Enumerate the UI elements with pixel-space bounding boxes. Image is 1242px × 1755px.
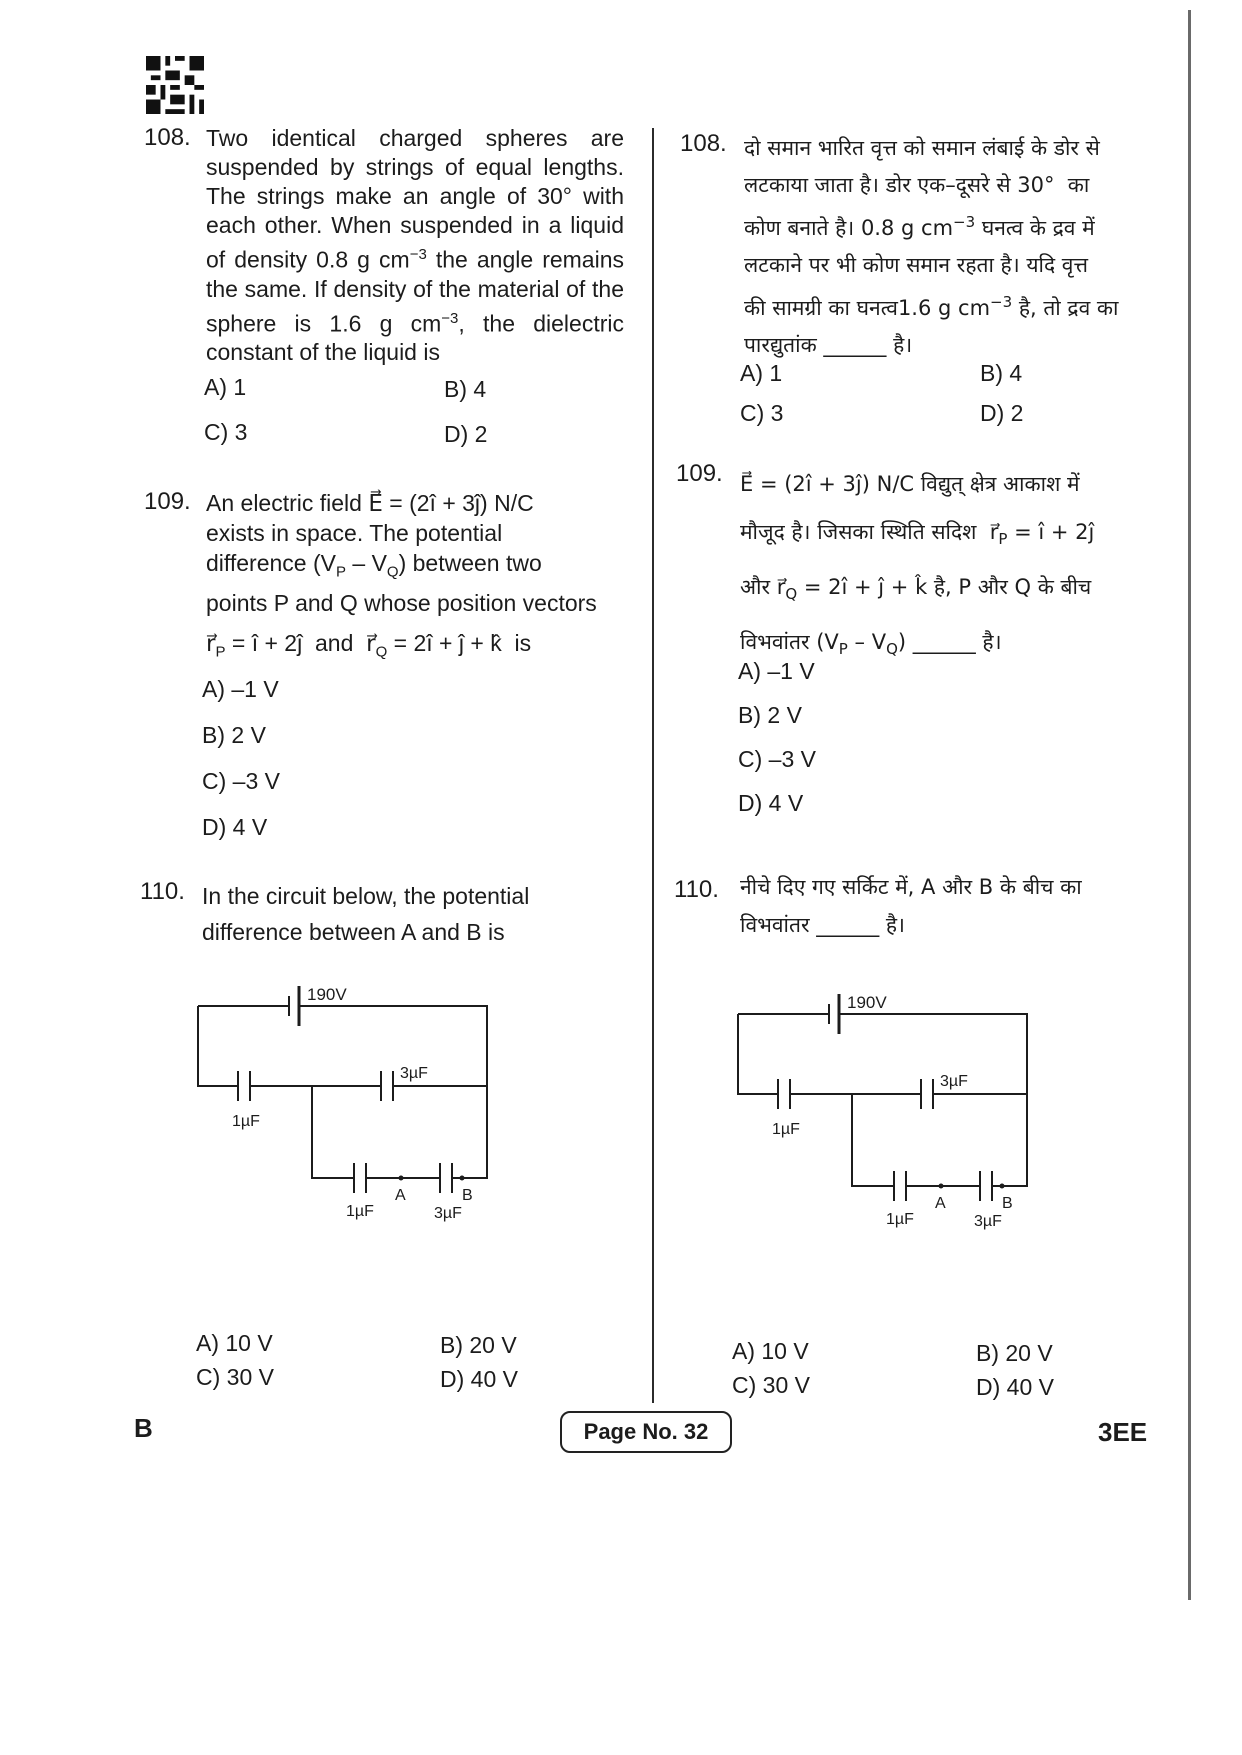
- question-text: An electric field E⃗ = (2î + 3ĵ) N/C exists in space. The potential difference $(V_P - V_Q)$ between two points P and Q whose position vectors $r⃗_P$ = î + 2ĵ and $r⃗_Q$ = 2î + ĵ + k̂ is: [206, 490, 597, 661]
- option-b[interactable]: B) 20 V: [976, 1340, 1053, 1366]
- cap-label: 3µF: [400, 1065, 428, 1082]
- option-d[interactable]: D) 40 V: [440, 1366, 518, 1392]
- hindi-column: [674, 128, 1170, 1408]
- question-number: 109.: [144, 488, 191, 515]
- question-number: 110.: [674, 876, 719, 903]
- node-a-label: A: [395, 1187, 406, 1204]
- battery-label: 190V: [847, 993, 887, 1012]
- cap-label: 3µF: [434, 1205, 462, 1222]
- booklet-series: B: [134, 1413, 153, 1443]
- option-a[interactable]: A) –1 V: [738, 658, 815, 684]
- option-a[interactable]: A) 10 V: [732, 1338, 809, 1364]
- option-b[interactable]: B) 2 V: [202, 722, 266, 748]
- option-c[interactable]: C) 30 V: [732, 1372, 810, 1398]
- question-text: दो समान भारित वृत्त को समान लंबाई के डोर से लटकाया जाता है। डोर एक–दूसरे से 30° का कोण बनाते है। 0.8 g $cm^{-3}$ घनत्व के द्रव में लटकाने पर भी कोण समान रहता है। यदि वृत्त की सामग्री का घनत्व1.6 g $cm^{-3}$ है, तो द्रव का पारद्युतांक ______ है।: [744, 136, 1119, 357]
- cap-label: 1µF: [886, 1211, 914, 1228]
- option-a[interactable]: A) 10 V: [196, 1330, 273, 1356]
- question-number: 110.: [140, 878, 185, 905]
- question-number: 109.: [676, 460, 723, 487]
- cap-label: 1µF: [232, 1113, 260, 1130]
- column-divider: [652, 128, 654, 1403]
- question-text: In the circuit below, the potential difference between A and B is: [202, 883, 530, 945]
- option-a[interactable]: A) –1 V: [202, 676, 279, 702]
- page-number-box: Page No. 32: [560, 1411, 732, 1453]
- option-d[interactable]: D) 2: [980, 400, 1024, 426]
- battery-label: 190V: [307, 985, 347, 1004]
- option-d[interactable]: D) 40 V: [976, 1374, 1054, 1400]
- question-text: E⃗ = (2î + 3ĵ) N/C विद्युत् क्षेत्र आकाश में मौजूद है। जिसका स्थिति सदिश $r⃗_P$ = î + 2ĵ और $r⃗_Q$ = 2î + ĵ + k̂ है, P और Q के बीच विभवांतर $(V_P - V_Q)$ ______ है।: [740, 472, 1095, 659]
- page-edge-line: [1188, 10, 1191, 1600]
- cap-label: 3µF: [940, 1073, 968, 1090]
- question-text: Two identical charged spheres are suspended by strings of equal lengths. The strings make an angle of 30° with each other. When suspended in a liquid of density 0.8 g $cm^{-3}$ the angle remains the same. If density of the material of the sphere is 1.6 g $cm^{-3}$, the dielectric constant of the liquid is: [206, 125, 624, 366]
- option-a[interactable]: A) 1: [204, 374, 247, 400]
- capacitor-circuit-diagram: [734, 986, 1044, 1236]
- option-b[interactable]: B) 2 V: [738, 702, 802, 728]
- question-number: 108.: [680, 130, 727, 157]
- option-d[interactable]: D) 2: [444, 421, 488, 447]
- option-c[interactable]: C) 30 V: [196, 1364, 274, 1390]
- option-c[interactable]: C) –3 V: [202, 768, 280, 794]
- english-column: [140, 120, 634, 1400]
- option-c[interactable]: C) 3: [740, 400, 784, 426]
- option-a[interactable]: A) 1: [740, 360, 783, 386]
- paper-code: 3EE: [1098, 1417, 1148, 1447]
- option-d[interactable]: D) 4 V: [202, 814, 268, 840]
- cap-label: 1µF: [346, 1203, 374, 1220]
- option-d[interactable]: D) 4 V: [738, 790, 804, 816]
- question-text: नीचे दिए गए सर्किट में, A और B के बीच का विभवांतर ______ है।: [740, 875, 1082, 937]
- node-b-label: B: [1002, 1195, 1013, 1212]
- cap-label: 1µF: [772, 1121, 800, 1138]
- option-b[interactable]: B) 4: [980, 360, 1023, 386]
- cap-label: 3µF: [974, 1213, 1002, 1230]
- capacitor-circuit-diagram: [194, 978, 504, 1222]
- node-a-label: A: [935, 1195, 946, 1212]
- qr-code-icon: [146, 56, 204, 114]
- option-c[interactable]: C) –3 V: [738, 746, 816, 772]
- option-b[interactable]: B) 4: [444, 376, 487, 402]
- question-number: 108.: [144, 124, 191, 151]
- node-b-label: B: [462, 1187, 473, 1204]
- option-c[interactable]: C) 3: [204, 419, 248, 445]
- option-b[interactable]: B) 20 V: [440, 1332, 517, 1358]
